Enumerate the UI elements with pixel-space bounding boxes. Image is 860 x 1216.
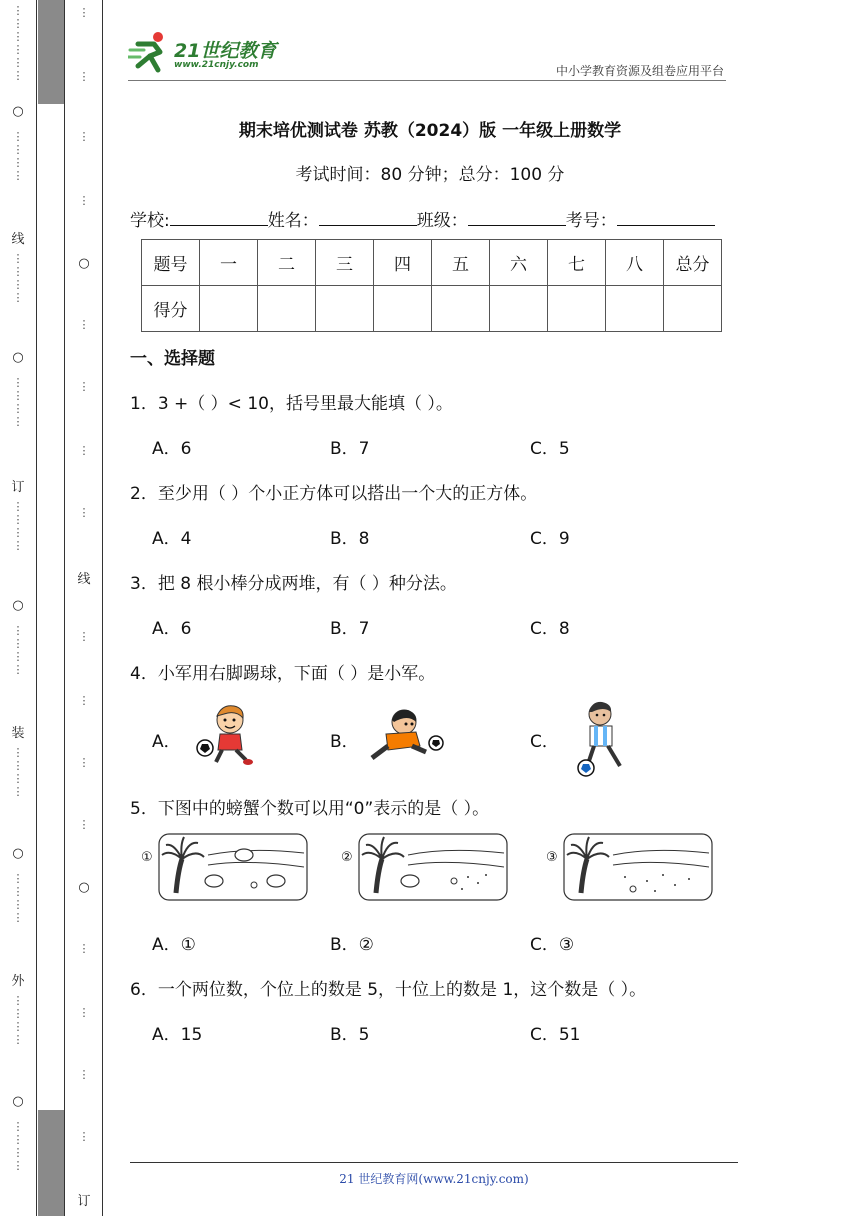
option-b[interactable]: B．7 bbox=[330, 619, 370, 639]
score-cell[interactable] bbox=[548, 286, 606, 332]
binding-dots: ⋮ ⋮ ⋮ ⋮ bbox=[12, 872, 24, 924]
score-cell[interactable] bbox=[258, 286, 316, 332]
score-header-cell: 总分 bbox=[664, 240, 722, 286]
binding-dots: ⋮ bbox=[78, 1130, 90, 1143]
option-a[interactable]: A． bbox=[152, 732, 181, 752]
figure-label: ① bbox=[141, 850, 153, 865]
binding-dots: ⋮ ⋮ ⋮ ⋮ bbox=[12, 500, 24, 552]
score-cell[interactable] bbox=[606, 286, 664, 332]
binding-gray-bar bbox=[38, 0, 64, 104]
option-c[interactable]: C．5 bbox=[530, 439, 570, 459]
binding-dots: ⋮ bbox=[78, 942, 90, 955]
boy-striped-shirt-kicking-icon bbox=[576, 700, 632, 778]
school-blank[interactable] bbox=[170, 208, 268, 226]
question-2: 2．至少用（ ）个小正方体可以搭出一个大的正方体。 bbox=[130, 484, 538, 504]
binding-dots: ⋮ ⋮ ⋮ ⋮ bbox=[12, 376, 24, 428]
exam-title: 期末培优测试卷 苏教（2024）版 一年级上册数学 bbox=[238, 121, 622, 141]
option-c[interactable]: C．51 bbox=[530, 1025, 581, 1045]
option-c[interactable]: C．③ bbox=[530, 935, 575, 955]
binding-dots: ⋮ ⋮ ⋮ ⋮ ⋮ ⋮ bbox=[12, 4, 24, 82]
footer-divider bbox=[130, 1162, 738, 1163]
binding-dots: ⋮ bbox=[78, 756, 90, 769]
score-cell[interactable] bbox=[490, 286, 548, 332]
score-cell[interactable] bbox=[200, 286, 258, 332]
option-c[interactable]: C．8 bbox=[530, 619, 570, 639]
option-a[interactable]: A．6 bbox=[152, 619, 192, 639]
logo-url: www.21cnjy.com bbox=[174, 60, 259, 70]
binding-dots: ⋮ bbox=[78, 506, 90, 519]
binding-dots: ⋮ ⋮ ⋮ ⋮ bbox=[12, 624, 24, 676]
score-row-label: 得分 bbox=[142, 286, 200, 332]
score-table bbox=[141, 239, 722, 332]
binding-dots: ⋮ bbox=[78, 1006, 90, 1019]
binding-dots: ⋮ bbox=[78, 818, 90, 831]
score-header-cell: 一 bbox=[200, 240, 258, 286]
binding-dots: ⋮ ⋮ ⋮ ⋮ bbox=[12, 1120, 24, 1172]
binding-dots: ⋮ ⋮ ⋮ ⋮ bbox=[12, 130, 24, 182]
score-header-cell: 六 bbox=[490, 240, 548, 286]
option-b[interactable]: B．7 bbox=[330, 439, 370, 459]
exam-subtitle: 考试时间：80 分钟；总分：100 分 bbox=[295, 165, 565, 185]
score-table-score-row bbox=[142, 286, 722, 332]
binding-label-ding: 订 bbox=[11, 480, 25, 495]
name-label: 姓名： bbox=[267, 211, 319, 231]
binding-label-zhuang: 装 bbox=[11, 726, 25, 741]
option-c[interactable]: C． bbox=[530, 732, 559, 752]
question-3: 3．把 8 根小棒分成两堆，有（ ）种分法。 bbox=[130, 574, 457, 594]
binding-line bbox=[64, 0, 65, 1216]
binding-line bbox=[102, 0, 103, 1216]
number-label: 考号： bbox=[565, 211, 617, 231]
school-label: 学校: bbox=[130, 211, 170, 231]
question-1: 1．3 +（ ）< 10，括号里最大能填（ ）。 bbox=[130, 394, 453, 414]
binding-circle: ○ bbox=[12, 598, 24, 613]
option-b[interactable]: B．5 bbox=[330, 1025, 370, 1045]
beach-three-crabs-picture bbox=[158, 833, 308, 901]
binding-dots: ⋮ ⋮ ⋮ ⋮ bbox=[12, 252, 24, 304]
score-cell[interactable] bbox=[432, 286, 490, 332]
logo bbox=[128, 30, 298, 76]
score-cell[interactable] bbox=[316, 286, 374, 332]
option-a[interactable]: A．① bbox=[152, 935, 196, 955]
score-header-cell: 八 bbox=[606, 240, 664, 286]
student-info-line bbox=[130, 206, 715, 231]
score-header-cell: 七 bbox=[548, 240, 606, 286]
binding-circle: ○ bbox=[12, 846, 24, 861]
binding-label-xian: 线 bbox=[11, 232, 25, 247]
option-a[interactable]: A．4 bbox=[152, 529, 192, 549]
question-4: 4．小军用右脚踢球，下面（ ）是小军。 bbox=[130, 664, 436, 684]
boy-red-shirt-kicking-icon bbox=[194, 702, 262, 770]
name-blank[interactable] bbox=[319, 208, 417, 226]
binding-dots: ⋮ ⋮ ⋮ ⋮ bbox=[12, 994, 24, 1046]
binding-circle: ○ bbox=[78, 256, 90, 271]
score-header-cell: 三 bbox=[316, 240, 374, 286]
binding-dots: ⋮ bbox=[78, 380, 90, 393]
option-a[interactable]: A．15 bbox=[152, 1025, 203, 1045]
binding-dots: ⋮ bbox=[78, 1068, 90, 1081]
option-b[interactable]: B．8 bbox=[330, 529, 370, 549]
option-b[interactable]: B． bbox=[330, 732, 359, 752]
option-c[interactable]: C．9 bbox=[530, 529, 570, 549]
header-divider bbox=[128, 80, 726, 81]
question-6: 6．一个两位数，个位上的数是 5，十位上的数是 1，这个数是（ ）。 bbox=[130, 980, 647, 1000]
option-a[interactable]: A．6 bbox=[152, 439, 192, 459]
binding-dots: ⋮ bbox=[78, 694, 90, 707]
binding-dots: ⋮ ⋮ ⋮ ⋮ bbox=[12, 746, 24, 798]
binding-strip bbox=[0, 0, 104, 1216]
binding-gray-bar bbox=[38, 1110, 64, 1216]
score-cell[interactable] bbox=[374, 286, 432, 332]
binding-dots: ⋮ bbox=[78, 70, 90, 83]
beach-one-crab-picture bbox=[358, 833, 508, 901]
binding-circle: ○ bbox=[12, 104, 24, 119]
footer-text: 21 世纪教育网(www.21cnjy.com) bbox=[339, 1172, 529, 1186]
score-table-header-row bbox=[142, 240, 722, 286]
binding-line bbox=[36, 0, 37, 1216]
option-b[interactable]: B．② bbox=[330, 935, 374, 955]
binding-dots: ⋮ bbox=[78, 318, 90, 331]
logo-text: 21世纪教育 bbox=[174, 40, 277, 62]
binding-dots: ⋮ bbox=[78, 444, 90, 457]
score-header-cell: 五 bbox=[432, 240, 490, 286]
binding-label-wai: 外 bbox=[11, 974, 25, 989]
beach-no-crab-picture bbox=[563, 833, 713, 901]
class-blank[interactable] bbox=[468, 208, 566, 226]
figure-label: ③ bbox=[546, 850, 558, 865]
score-header-cell: 二 bbox=[258, 240, 316, 286]
binding-circle: ○ bbox=[12, 350, 24, 365]
score-header-cell: 四 bbox=[374, 240, 432, 286]
binding-label-ding-inner: 订 bbox=[77, 1194, 91, 1209]
question-5: 5．下图中的螃蟹个数可以用“0”表示的是（ ）。 bbox=[130, 799, 490, 819]
binding-dots: ⋮ bbox=[78, 630, 90, 643]
binding-dots: ⋮ bbox=[78, 6, 90, 19]
binding-label-xian-inner: 线 bbox=[77, 572, 91, 587]
figure-label: ② bbox=[341, 850, 353, 865]
score-cell[interactable] bbox=[664, 286, 722, 332]
binding-circle: ○ bbox=[78, 880, 90, 895]
score-header-cell: 题号 bbox=[142, 240, 200, 286]
class-label: 班级： bbox=[416, 211, 468, 231]
binding-dots: ⋮ bbox=[78, 130, 90, 143]
binding-dots: ⋮ bbox=[78, 194, 90, 207]
section-title: 一、选择题 bbox=[130, 349, 215, 369]
runner-logo-icon bbox=[128, 30, 174, 74]
number-blank[interactable] bbox=[617, 208, 715, 226]
binding-circle: ○ bbox=[12, 1094, 24, 1109]
platform-label: 中小学教育资源及组卷应用平台 bbox=[555, 64, 724, 78]
boy-orange-shirt-kicking-icon bbox=[364, 706, 448, 768]
